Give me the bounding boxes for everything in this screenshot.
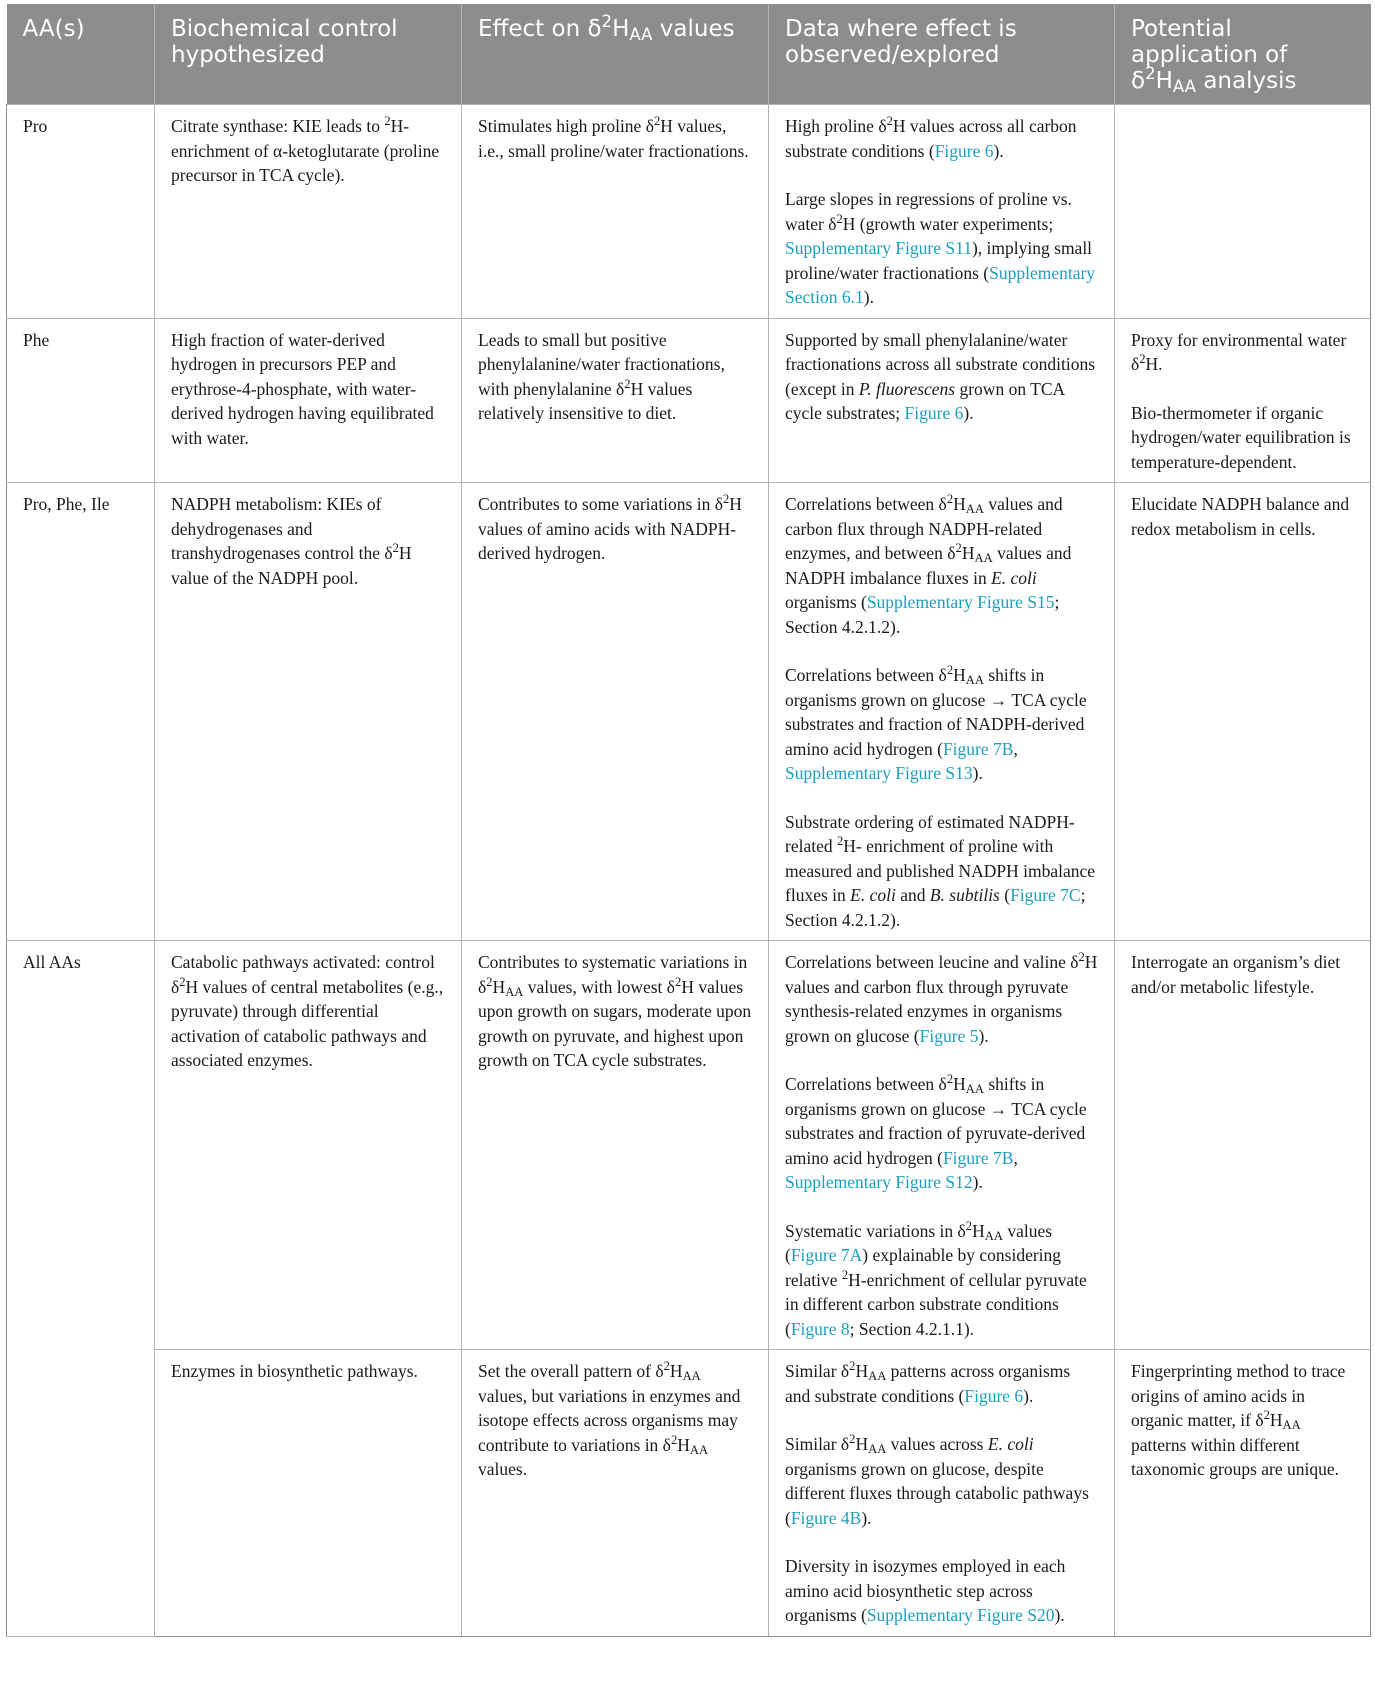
text-segment: Catabolic pathways activated: control δ (171, 952, 435, 997)
table-row (7, 1350, 1371, 1637)
subscript: AA (984, 1228, 1003, 1243)
data-table (6, 4, 1371, 1637)
text-segment: Similar δ (785, 1361, 850, 1381)
subscript: AA (505, 984, 524, 999)
reference-link[interactable]: Supplementary Section 6.1 (785, 262, 1096, 307)
text-segment: values and NADPH imbalance fluxes in (785, 543, 1072, 588)
subscript: AA (868, 1369, 887, 1384)
superscript: 2 (653, 114, 661, 129)
cell-amino-acids (7, 318, 155, 483)
superscript: 2 (946, 492, 954, 507)
text-segment: H (growth water experiments; (842, 213, 1054, 234)
text-segment: patterns across organisms and substrate conditions ( (785, 1361, 1071, 1406)
text-segment: H. (1145, 354, 1163, 374)
cell-paragraph (785, 1554, 1098, 1628)
text-segment: H (1269, 1410, 1283, 1430)
text-segment: H (961, 543, 975, 563)
text-segment: , (1013, 1147, 1018, 1168)
text-segment: ). (863, 287, 874, 307)
cell-effect (462, 1350, 769, 1637)
text-segment: Large slopes in regressions of proline vs. water δ (785, 189, 1072, 234)
superscript: 2 (1078, 950, 1085, 965)
superscript: 2 (886, 114, 893, 129)
text-segment: Substrate ordering of estimated NADPH-related (785, 811, 1075, 856)
text-segment: H values upon growth on sugars, moderate upon growth on pyruvate, and highest upon growth on TCA cycle substrates. (478, 976, 752, 1070)
text-segment: Proxy for environmental water δ (1131, 329, 1347, 374)
text-segment: values, with lowest δ (523, 976, 676, 997)
cell-effect (462, 483, 769, 941)
text-segment: H values across all carbon substrate conditions ( (785, 116, 1077, 161)
text-segment: ). (978, 1025, 989, 1046)
text-segment: All AAs (23, 952, 81, 972)
cell-paragraph (478, 950, 752, 1073)
text-segment: H- enrichment of proline with measured and published NADPH imbalance fluxes in (785, 836, 1096, 905)
cell-application (1115, 941, 1371, 1350)
text-segment: values, but variations in enzymes and isotope effects across organisms may contribute to variations in δ (478, 1385, 741, 1455)
text-segment: shifts in organisms grown on glucose → TCA cycle substrates and fraction of NADPH-derived amino acid hydrogen ( (785, 665, 1087, 759)
superscript: 2 (849, 1432, 856, 1447)
text-segment: ). (1023, 1385, 1034, 1406)
text-segment: ; Section 4.2.1.2). (785, 592, 1060, 637)
table-row (7, 941, 1371, 1350)
cell-data (769, 105, 1115, 319)
text-segment: AA(s) (22, 16, 85, 42)
superscript: 2 (675, 974, 682, 989)
reference-link[interactable]: Figure 6 (964, 1385, 1024, 1406)
subscript: AA (965, 502, 984, 517)
cell-effect (462, 318, 769, 483)
text-segment: Leads to small but positive phenylalanine/water fractionations, with phenylalanine δ (478, 329, 725, 399)
text-segment: H values of amino acids with NADPH-derived hydrogen. (478, 494, 742, 563)
italic-text: E. coli (987, 1434, 1034, 1454)
reference-link[interactable]: Figure 7B (942, 1147, 1014, 1168)
cell-paragraph (23, 492, 138, 517)
cell-paragraph (478, 328, 752, 426)
text-segment: ). (972, 763, 983, 783)
text-segment: Bio-thermometer if organic hydrogen/water equilibration is temperature-dependent. (1131, 402, 1351, 472)
subscript: AA (1282, 1418, 1301, 1433)
superscript: 2 (946, 1072, 954, 1087)
cell-application (1115, 318, 1371, 483)
header-row (7, 4, 1371, 105)
header-effect (462, 4, 769, 105)
text-segment: Biochemical control hypothesized (171, 16, 398, 68)
reference-link[interactable]: Figure 7A (790, 1245, 863, 1265)
cell-amino-acids (7, 941, 155, 1637)
cell-control (155, 1350, 462, 1637)
cell-amino-acids (7, 105, 155, 319)
cell-paragraph (478, 1359, 752, 1482)
subscript: AA (1172, 77, 1197, 97)
cell-data (769, 1350, 1115, 1637)
text-segment: Systematic variations in δ (785, 1220, 966, 1241)
cell-effect (462, 941, 769, 1350)
cell-paragraph (23, 114, 138, 139)
subscript: AA (965, 1082, 984, 1097)
cell-paragraph (785, 810, 1098, 933)
text-segment: Correlations between δ (785, 494, 947, 514)
reference-link[interactable]: Figure 5 (919, 1025, 979, 1046)
cell-paragraph (171, 328, 445, 451)
superscript: 2 (836, 834, 844, 849)
cell-paragraph (785, 1072, 1098, 1195)
table-row (7, 318, 1371, 483)
reference-link[interactable]: Figure 4B (790, 1507, 862, 1528)
text-segment: ; Section 4.2.1.2). (785, 885, 1086, 930)
superscript: 2 (392, 541, 399, 556)
subscript: AA (682, 1369, 701, 1384)
cell-application (1115, 1350, 1371, 1637)
superscript: 2 (179, 974, 186, 989)
subscript: AA (974, 551, 993, 566)
text-segment: Set the overall pattern of δ (478, 1361, 664, 1381)
text-segment: Pro, Phe, Ile (23, 494, 110, 514)
text-segment: ; Section 4.2.1.1). (849, 1318, 975, 1339)
text-segment: Correlations between δ (785, 1074, 947, 1094)
text-segment: organisms ( (785, 592, 867, 612)
text-segment: H values of central metabolites (e.g., pyruvate) through differential activation of catabolic pathways and associated enzymes. (171, 976, 444, 1070)
text-segment: ). (972, 1172, 983, 1192)
superscript: 2 (849, 1359, 856, 1374)
cell-effect (462, 105, 769, 319)
cell-paragraph (785, 1432, 1098, 1530)
cell-paragraph (1131, 401, 1354, 475)
text-segment: values (652, 16, 735, 42)
reference-link[interactable]: Supplementary Figure S15 (866, 592, 1055, 612)
superscript: 2 (624, 376, 631, 391)
table-header (7, 4, 1371, 105)
cell-control (155, 105, 462, 319)
reference-link[interactable]: Figure 6 (934, 140, 994, 161)
cell-paragraph (785, 1219, 1098, 1342)
italic-text: E. coli (850, 885, 896, 905)
text-segment: Supported by small phenylalanine/water fractionations across all substrate conditions (except in (785, 329, 1096, 399)
text-segment: values and carbon flux through NADPH-related enzymes, and between δ (785, 494, 1063, 563)
text-segment: NADPH metabolism: KIEs of dehydrogenases and transhydrogenases control the δ (171, 494, 393, 563)
superscript: 2 (663, 1359, 670, 1374)
reference-link[interactable]: Supplementary Figure S20 (866, 1605, 1055, 1625)
text-segment: H-enrichment of cellular pyruvate in different carbon substrate conditions ( (785, 1269, 1087, 1339)
text-segment: and (895, 885, 930, 905)
text-segment: ). (963, 403, 974, 423)
superscript: 2 (946, 663, 954, 678)
cell-data (769, 318, 1115, 483)
text-segment: ). (861, 1507, 872, 1528)
cell-paragraph (478, 114, 752, 163)
cell-paragraph (23, 328, 138, 353)
superscript: 2 (841, 1267, 849, 1282)
text-segment: patterns within different taxonomic groups are unique. (1131, 1434, 1340, 1479)
cell-data (769, 483, 1115, 941)
header-aa (7, 4, 155, 105)
superscript: 2 (1263, 1408, 1270, 1423)
header-data-observed (769, 4, 1115, 105)
text-segment: H (669, 1361, 683, 1381)
header-biochemical-control (155, 4, 462, 105)
subscript: AA (629, 25, 653, 45)
cell-application (1115, 483, 1371, 941)
text-segment: Phe (23, 329, 50, 350)
table-body (7, 105, 1371, 1637)
reference-link[interactable]: Figure 7C (1010, 885, 1081, 905)
table-row (7, 483, 1371, 941)
cell-paragraph (171, 114, 445, 188)
text-segment: shifts in organisms grown on glucose → TCA cycle substrates and fraction of pyruvate-derived amino acid hydrogen ( (785, 1074, 1087, 1168)
text-segment: organisms grown on glucose, despite different fluxes through catabolic pathways ( (785, 1458, 1089, 1528)
cell-paragraph (1131, 328, 1354, 377)
table-row (7, 105, 1371, 319)
reference-link[interactable]: Figure 6 (904, 403, 964, 423)
cell-application (1115, 105, 1371, 319)
text-segment: H (612, 16, 630, 42)
text-segment: Correlations between δ (785, 665, 947, 685)
italic-text: B. subtilis (929, 885, 1000, 905)
text-segment: H-enrichment of α-ketoglutarate (proline precursor in TCA cycle). (171, 116, 440, 185)
text-segment: Diversity in isozymes employed in each amino acid biosynthetic step across organisms ( (785, 1556, 1066, 1625)
header-application (1115, 4, 1371, 105)
text-segment: Potential application of δ (1131, 16, 1288, 94)
text-segment: ). (993, 140, 1004, 161)
superscript: 2 (836, 211, 843, 226)
cell-paragraph (785, 187, 1098, 310)
cell-paragraph (23, 950, 138, 975)
superscript: 2 (722, 492, 730, 507)
text-segment: H values, i.e., small proline/water fractionations. (478, 116, 749, 161)
text-segment: ) explainable by considering relative (785, 1245, 1062, 1290)
reference-link[interactable]: Supplementary Figure S13 (785, 763, 973, 783)
text-segment: Similar δ (785, 1434, 850, 1454)
text-segment: H values relatively insensitive to diet. (478, 378, 693, 423)
superscript: 2 (965, 1218, 973, 1233)
text-segment: H (953, 1074, 966, 1094)
cell-paragraph (785, 1359, 1098, 1408)
text-segment: Stimulates high proline δ (478, 116, 654, 136)
italic-text: P. fluorescens (858, 378, 956, 399)
subscript: AA (868, 1442, 887, 1457)
text-segment: High proline δ (785, 116, 887, 136)
text-segment: grown on TCA cycle substrates; (785, 378, 1065, 423)
text-segment: , (1013, 738, 1018, 759)
text-segment: ( (999, 885, 1011, 905)
cell-paragraph (171, 492, 445, 590)
text-segment: values. (478, 1459, 528, 1479)
text-segment: values across (886, 1434, 988, 1454)
text-segment: Fingerprinting method to trace origins of amino acids in organic matter, if δ (1131, 1361, 1346, 1430)
cell-control (155, 483, 462, 941)
superscript: 2 (601, 11, 613, 31)
cell-paragraph (171, 1359, 445, 1384)
text-segment: H (1155, 68, 1173, 94)
text-segment: Contributes to systematic variations in δ (478, 952, 748, 997)
cell-paragraph (1131, 1359, 1354, 1482)
text-segment: analysis (1196, 68, 1297, 94)
text-segment: Correlations between leucine and valine δ (785, 952, 1079, 972)
subscript: AA (965, 673, 984, 688)
cell-data (769, 941, 1115, 1350)
reference-link[interactable]: Figure 8 (790, 1318, 850, 1339)
superscript: 2 (486, 974, 493, 989)
cell-paragraph (785, 114, 1098, 163)
text-segment: Elucidate NADPH balance and redox metabolism in cells. (1131, 494, 1350, 539)
text-segment: ), implying small proline/water fractionations ( (785, 238, 1093, 283)
cell-paragraph (785, 328, 1098, 426)
reference-link[interactable]: Figure 7B (942, 738, 1014, 759)
italic-text: E. coli (991, 567, 1037, 588)
superscript: 2 (955, 541, 962, 556)
cell-paragraph (785, 950, 1098, 1048)
text-segment: Interrogate an organism’s diet and/or metabolic lifestyle. (1131, 952, 1341, 997)
text-segment: Effect on δ (478, 16, 602, 42)
text-segment: Enzymes in biosynthetic pathways. (171, 1361, 418, 1381)
text-segment: H (953, 665, 966, 685)
text-segment: H values and carbon flux through pyruvate synthesis-related enzymes in organisms grown on glucose ( (785, 952, 1098, 1046)
cell-paragraph (1131, 950, 1354, 999)
text-segment: H (953, 494, 966, 514)
cell-paragraph (1131, 492, 1354, 541)
text-segment: Data where effect is observed/explored (785, 16, 1017, 68)
reference-link[interactable]: Supplementary Figure S11 (785, 238, 972, 258)
text-segment: Contributes to some variations in δ (478, 494, 723, 514)
text-segment: H (677, 1434, 690, 1455)
cell-paragraph (171, 950, 445, 1073)
superscript: 2 (1139, 352, 1146, 367)
superscript: 2 (670, 1432, 678, 1447)
cell-paragraph (785, 492, 1098, 639)
text-segment: H value of the NADPH pool. (171, 543, 412, 588)
cell-paragraph (785, 663, 1098, 786)
text-segment: H (855, 1434, 869, 1454)
text-segment: H (972, 1220, 985, 1241)
cell-amino-acids (7, 483, 155, 941)
text-segment: H (492, 976, 506, 997)
superscript: 2 (384, 114, 391, 129)
table-container (6, 4, 1370, 1637)
text-segment: High fraction of water-derived hydrogen in precursors PEP and erythrose-4-phosphate, with water-derived hydrogen having equilibrated with water. (171, 329, 434, 448)
text-segment: Citrate synthase: KIE leads to (171, 116, 385, 136)
text-segment: Pro (23, 116, 48, 136)
cell-paragraph (478, 492, 752, 566)
text-segment: H (855, 1361, 869, 1381)
subscript: AA (689, 1442, 709, 1457)
reference-link[interactable]: Supplementary Figure S12 (785, 1172, 973, 1192)
text-segment: ). (1054, 1605, 1065, 1625)
cell-control (155, 318, 462, 483)
text-segment: values ( (785, 1220, 1053, 1265)
cell-control (155, 941, 462, 1350)
superscript: 2 (1145, 63, 1156, 83)
